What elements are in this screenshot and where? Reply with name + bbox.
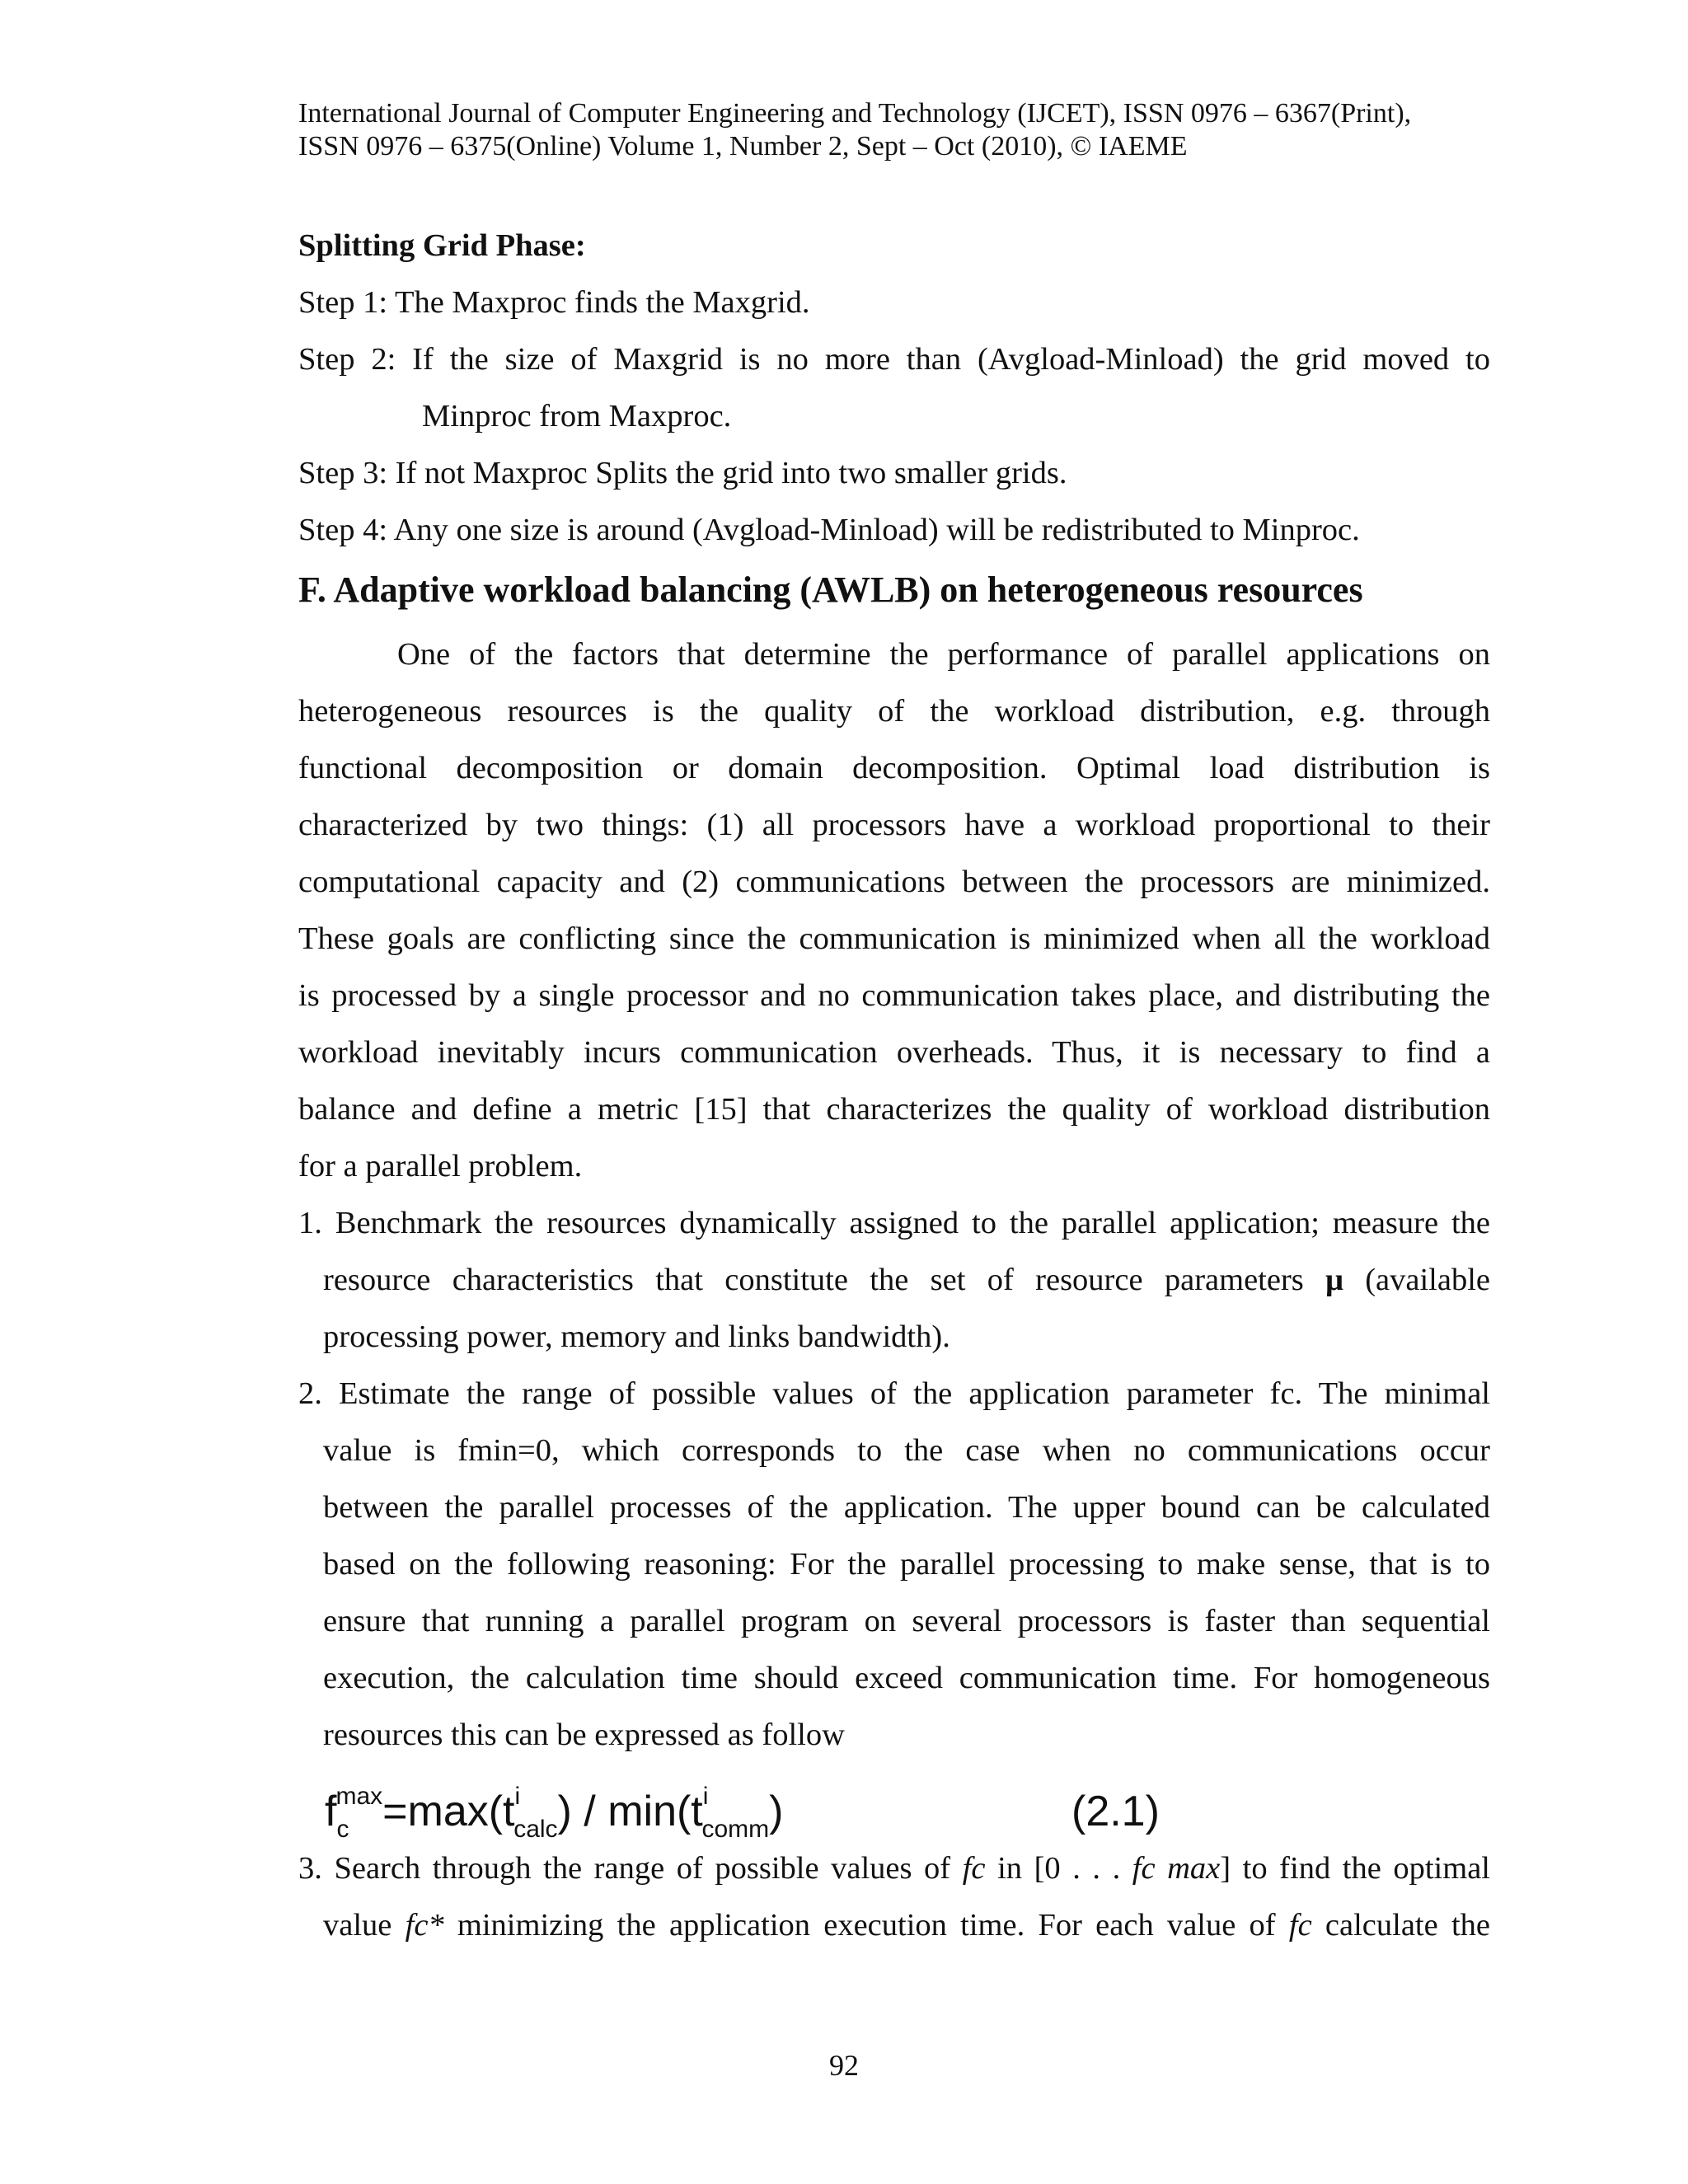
eq-f: f bbox=[325, 1788, 337, 1835]
list-item-2-line: based on the following reasoning: For the parallel processing to make sense, that is to bbox=[323, 1547, 1490, 1582]
item3-text: in [0 . . . bbox=[985, 1851, 1132, 1886]
paragraph-line: workload inevitably incurs communication overheads. Thus, it is necessary to find a bbox=[298, 1035, 1490, 1070]
list-item-1-text-after: (available bbox=[1365, 1263, 1490, 1297]
equation-2-1 bbox=[325, 1779, 1182, 1844]
list-item-1-text: resource characteristics that constitute the set of resource parameters bbox=[323, 1263, 1304, 1297]
paragraph-line: characterized by two things: (1) all processors have a workload proportional to their bbox=[298, 808, 1490, 842]
item3-text: minimizing the application execution time. For each value of bbox=[443, 1908, 1289, 1943]
journal-header bbox=[298, 97, 1502, 163]
eq-t2-sup: i bbox=[702, 1783, 709, 1810]
item3-text: value bbox=[323, 1908, 406, 1943]
item3-fc-star: fc* bbox=[405, 1908, 444, 1943]
step-3: Step 3: If not Maxproc Splits the grid into two smaller grids. bbox=[298, 456, 1067, 490]
list-item-1-line-2 bbox=[323, 1260, 1490, 1300]
paragraph-line: for a parallel problem. bbox=[298, 1149, 583, 1183]
step-1: Step 1: The Maxproc finds the Maxgrid. bbox=[298, 285, 810, 320]
mu-symbol: μ bbox=[1325, 1263, 1343, 1297]
list-item-1-line-1: 1. Benchmark the resources dynamically assigned to the parallel application; measure the bbox=[298, 1206, 1490, 1240]
list-item-2-line: 2. Estimate the range of possible values of the application parameter fc. The minimal bbox=[298, 1376, 1490, 1411]
item3-fc: fc bbox=[962, 1851, 986, 1886]
paragraph-line: balance and define a metric [15] that characterizes the quality of workload distribution bbox=[298, 1092, 1490, 1127]
eq-f-sub: c bbox=[336, 1816, 349, 1843]
paragraph-line: These goals are conflicting since the communication is minimized when all the workload bbox=[298, 921, 1490, 956]
eq-f-sup: max bbox=[335, 1783, 383, 1810]
list-item-2-line: execution, the calculation time should exceed communication time. For homogeneous bbox=[323, 1661, 1490, 1695]
eq-close: ) bbox=[769, 1788, 784, 1835]
paragraph-line: computational capacity and (2) communications between the processors are minimized. bbox=[298, 865, 1490, 899]
list-item-1-line-3: processing power, memory and links bandwidth). bbox=[323, 1319, 950, 1354]
eq-t1-sub: calc bbox=[513, 1816, 558, 1843]
list-item-3-line-2 bbox=[323, 1905, 1490, 1945]
equation-number: (2.1) bbox=[1071, 1788, 1160, 1835]
step-4: Step 4: Any one size is around (Avgload-Minload) will be redistributed to Minproc. bbox=[298, 513, 1360, 547]
paragraph-line: is processed by a single processor and no communication takes place, and distributing the bbox=[298, 978, 1490, 1013]
item3-text: calculate the bbox=[1311, 1908, 1490, 1943]
eq-t2-sub: comm bbox=[701, 1816, 770, 1843]
eq-max: =max(t bbox=[382, 1788, 515, 1835]
item3-fc: fc bbox=[1288, 1908, 1312, 1943]
paragraph-line: functional decomposition or domain decomposition. Optimal load distribution is bbox=[298, 751, 1490, 785]
list-item-2-line: resources this can be expressed as follow bbox=[323, 1718, 845, 1752]
splitting-grid-title: Splitting Grid Phase: bbox=[298, 228, 586, 263]
item3-fc-max: fc max bbox=[1132, 1851, 1221, 1886]
step-2-line-1: Step 2: If the size of Maxgrid is no more than (Avgload-Minload) the grid moved to bbox=[298, 342, 1490, 377]
eq-t1-sup: i bbox=[514, 1783, 521, 1810]
eq-min: ) / min(t bbox=[557, 1788, 703, 1835]
header-line-2: ISSN 0976 – 6375(Online) Volume 1, Number 2, Sept – Oct (2010), © IAEME bbox=[298, 131, 1188, 162]
list-item-2-line: value is fmin=0, which corresponds to the case when no communications occur bbox=[323, 1433, 1490, 1468]
paragraph-line: heterogeneous resources is the quality of the workload distribution, e.g. through bbox=[298, 694, 1490, 729]
page-number: 92 bbox=[829, 2049, 859, 2082]
item3-text: 3. Search through the range of possible values of bbox=[298, 1851, 963, 1886]
item3-text: ] to find the optimal bbox=[1220, 1851, 1490, 1886]
header-line-1: International Journal of Computer Engineering and Technology (IJCET), ISSN 0976 – 6367(Print), bbox=[298, 98, 1412, 129]
step-2-line-2: Minproc from Maxproc. bbox=[422, 399, 732, 434]
list-item-2-line: ensure that running a parallel program on several processors is faster than sequential bbox=[323, 1604, 1490, 1638]
section-heading: F. Adaptive workload balancing (AWLB) on heterogeneous resources bbox=[298, 569, 1363, 610]
list-item-3-line-1 bbox=[298, 1849, 1490, 1888]
paragraph-line: One of the factors that determine the performance of parallel applications on bbox=[397, 637, 1490, 672]
list-item-2-line: between the parallel processes of the application. The upper bound can be calculated bbox=[323, 1490, 1490, 1525]
